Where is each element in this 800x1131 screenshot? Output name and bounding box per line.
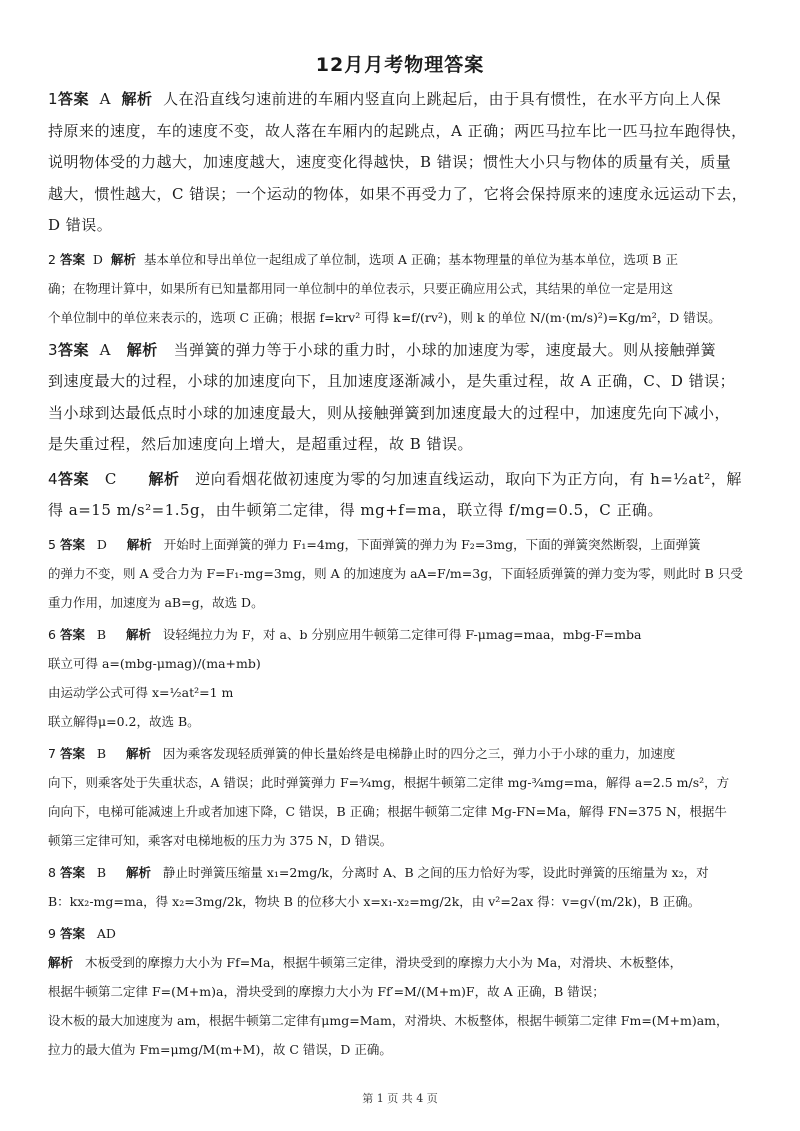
analysis-text: 说明物体受的力越大，加速度越大，速度变化得越快，B 错误；惯性大小只与物体的质量有关，质量 (48, 153, 732, 171)
answer-value: D (96, 536, 107, 552)
answer-value: B (96, 745, 107, 761)
question-9 (48, 919, 760, 1064)
answer-line (48, 530, 760, 559)
analysis-text: 基本单位和导出单位一起组成了单位制，选项 A 正确；基本物理量的单位为基本单位，选项 B 正 (143, 251, 678, 267)
question-1 (48, 84, 760, 242)
analysis-text: 确；在物理计算中，如果所有已知量都用同一单位制中的单位表示，只要正确应用公式，其结果的单位一定是用这 (48, 280, 674, 296)
analysis-line (48, 948, 760, 977)
answer-label: 答案 (59, 864, 85, 880)
analysis-text: 是失重过程，然后加速度向上增大，是超重过程，故 B 错误。 (48, 435, 474, 453)
analysis-text: 木板受到的摩擦力大小为 Ff=Ma，根据牛顿第三定律，滑块受到的摩擦力大小为 Ma，对滑块、木板整体， (84, 954, 683, 970)
question-2 (48, 245, 760, 332)
answer-line (48, 464, 760, 496)
analysis-text: 向向下，电梯可能减速上升或者加速下降，C 错误，B 正确；根据牛顿第二定律 Mg-FN=Ma，解得 FN=375 N，根据牛 (48, 803, 727, 819)
analysis-text: 个单位制中的单位来表示的，选项 C 正确；根据 f=krv² 可得 k=f/(rv²)，则 k 的单位 N/(m·(m/s)²)=Kg/m²，D 错误。 (48, 309, 721, 325)
answer-value: A (99, 90, 111, 108)
answer-label: 答案 (59, 536, 85, 552)
question-number: 2 (48, 251, 56, 267)
analysis-text: 顿第三定律可知，乘客对电梯地板的压力为 375 N，D 错误。 (48, 832, 393, 848)
answer-line (48, 335, 760, 367)
analysis-label: 解析 (48, 954, 74, 970)
answer-line (48, 919, 760, 948)
analysis-text: 向下，则乘客处于失重状态，A 错误；此时弹簧弹力 F=¾mg，根据牛顿第二定律 mg-¾mg=ma，解得 a=2.5 m/s²，方 (48, 774, 730, 790)
answer-line (48, 245, 760, 274)
analysis-label: 解析 (126, 340, 158, 359)
analysis-text: 到速度最大的过程，小球的加速度向下，且加速度逐渐减小，是失重过程，故 A 正确，C、D 错误； (48, 372, 736, 390)
answer-line (48, 739, 760, 768)
question-number: 7 (48, 745, 56, 761)
analysis-text: 当弹簧的弹力等于小球的重力时，小球的加速度为零，速度最大。则从接触弹簧 (173, 340, 717, 359)
answer-label: 答案 (59, 745, 85, 761)
analysis-text: 因为乘客发现轻质弹簧的伸长量始终是电梯静止时的四分之三，弹力小于小球的重力，加速度 (162, 745, 676, 761)
analysis-label: 解析 (125, 626, 151, 642)
analysis-text: 人在沿直线匀速前进的车厢内竖直向上跳起后，由于具有惯性，在水平方向上人保 (163, 90, 722, 108)
question-number: 8 (48, 864, 56, 880)
answer-label: 答案 (59, 251, 85, 267)
analysis-text: 重力作用，加速度为 aB=g，故选 D。 (48, 594, 264, 610)
question-number: 6 (48, 626, 56, 642)
analysis-text: 逆向看烟花做初速度为零的匀加速直线运动，取向下为正方向，有 h=½at²，解 (195, 469, 742, 488)
analysis-text: 持原来的速度，车的速度不变，故人落在车厢内的起跳点，A 正确；两匹马拉车比一匹马拉车跑得快， (48, 121, 747, 140)
answer-value: B (96, 864, 107, 880)
question-8 (48, 858, 760, 916)
answer-line (48, 84, 760, 116)
answer-list (48, 84, 760, 1067)
answer-value: C (104, 469, 117, 488)
answer-label: 答案 (58, 340, 90, 359)
answer-line (48, 620, 760, 649)
question-3 (48, 335, 760, 461)
analysis-text: 联立可得 a=(mbg-μmag)/(ma+mb) (48, 655, 261, 671)
analysis-text: B：kx₂-mg=ma，得 x₂=3mg/2k，物块 B 的位移大小 x=x₁-x₂=mg/2k，由 v²=2ax 得：v=g√(m/2k)，B 正确。 (48, 893, 701, 909)
analysis-text: 越大，惯性越大，C 错误；一个运动的物体，如果不再受力了，它将会保持原来的速度永远运动下去， (48, 184, 748, 203)
question-number: 4 (48, 469, 59, 488)
answer-label: 答案 (58, 90, 90, 108)
question-5 (48, 530, 760, 617)
question-number: 5 (48, 536, 56, 552)
analysis-label: 解析 (148, 469, 180, 488)
answer-value: A (99, 340, 111, 359)
question-4 (48, 464, 760, 527)
analysis-text: 开始时上面弹簧的弹力 F₁=4mg，下面弹簧的弹力为 F₂=3mg，下面的弹簧突然断裂，上面弹簧 (163, 536, 701, 552)
answer-value: D (92, 251, 103, 267)
analysis-label: 解析 (126, 536, 152, 552)
question-number: 3 (48, 340, 59, 359)
analysis-label: 解析 (121, 90, 153, 108)
analysis-text: D 错误。 (48, 216, 113, 234)
analysis-text: 得 a=15 m/s²=1.5g，由牛顿第二定律，得 mg+f=ma，联立得 f/mg=0.5，C 正确。 (48, 501, 663, 519)
analysis-label: 解析 (125, 864, 151, 880)
analysis-text: 当小球到达最低点时小球的加速度最大，则从接触弹簧到加速度最大的过程中，加速度先向下减小， (48, 403, 731, 422)
answer-label: 答案 (59, 925, 85, 941)
analysis-text: 拉力的最大值为 Fm=μmg/M(m+M)，故 C 错误，D 正确。 (48, 1041, 392, 1057)
analysis-text: 静止时弹簧压缩量 x₁=2mg/k，分离时 A、B 之间的压力恰好为零，设此时弹簧的压缩量为 x₂，对 (162, 864, 709, 880)
question-7 (48, 739, 760, 855)
answer-label: 答案 (58, 469, 90, 488)
analysis-text: 的弹力不变，则 A 受合力为 F=F₁-mg=3mg，则 A 的加速度为 aA=F/m=3g，下面轻质弹簧的弹力变为零，则此时 B 只受 (48, 565, 743, 581)
analysis-text: 根据牛顿第二定律 F=(M+m)a，滑块受到的摩擦力大小为 Ff′=M/(M+m)F，故 A 正确，B 错误； (48, 983, 605, 999)
analysis-text: 联立解得μ=0.2，故选 B。 (48, 713, 200, 729)
page-footer: 第 1 页 共 4 页 (362, 1092, 438, 1105)
answer-label: 答案 (59, 626, 85, 642)
page-title: 12月月考物理答案 (315, 54, 485, 76)
question-number: 1 (48, 90, 59, 108)
answer-value: B (96, 626, 107, 642)
analysis-text: 设木板的最大加速度为 am，根据牛顿第二定律有μmg=Mam，对滑块、木板整体，根据牛顿第二定律 Fm=(M+m)am， (48, 1012, 729, 1028)
question-6 (48, 620, 760, 736)
analysis-text: 由运动学公式可得 x=½at²=1 m (48, 684, 234, 700)
answer-line (48, 858, 760, 887)
analysis-label: 解析 (110, 251, 136, 267)
analysis-text: 设轻绳拉力为 F，对 a、b 分别应用牛顿第二定律可得 F-μmag=maa，mbg-F=mba (162, 626, 642, 642)
analysis-label: 解析 (125, 745, 151, 761)
answer-value: AD (96, 925, 116, 941)
question-number: 9 (48, 925, 56, 941)
